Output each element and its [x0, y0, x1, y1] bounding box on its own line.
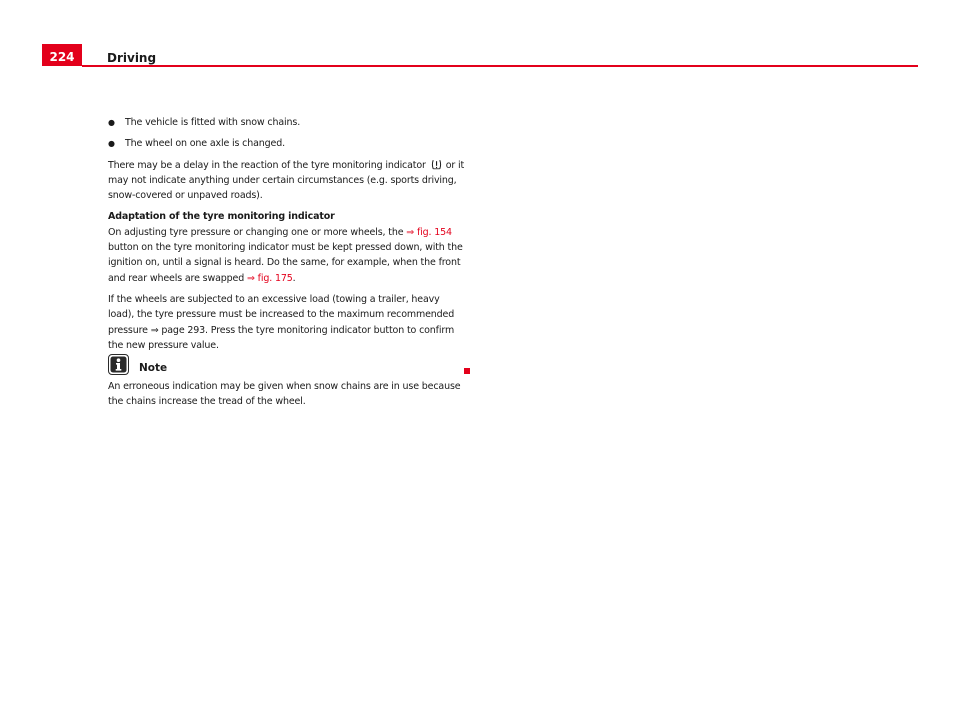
main-content	[108, 115, 468, 359]
page-number: 224	[42, 44, 82, 66]
bullet-icon: ●	[108, 118, 115, 127]
list-item	[108, 115, 468, 130]
bullet-text: The wheel on one axle is changed.	[125, 138, 285, 150]
section-title: Driving	[107, 51, 157, 65]
bullet-text: The vehicle is fitted with snow chains.	[125, 117, 301, 128]
note-text: An erroneous indication may be given when snow chains are in use because the chains increase the tread of the wheel.	[108, 381, 461, 408]
note-header	[108, 352, 468, 376]
delay-paragraph	[108, 158, 468, 204]
bullet-icon: ●	[108, 139, 115, 149]
adaptation-text-2: button on the tyre monitoring indicator must be kept pressed down, with the ignition on, until a signal is heard. Do the same, for example, when the front and rear wheels are swapped	[108, 242, 463, 284]
section-end-marker	[464, 368, 470, 374]
list-item	[108, 136, 468, 151]
info-icon	[108, 354, 129, 375]
note-box	[108, 352, 468, 410]
figure-link-154[interactable]: ⇒ fig. 154	[406, 226, 452, 238]
header-divider	[82, 65, 918, 67]
tyre-pressure-warning-icon	[431, 159, 442, 170]
delay-text-start: There may be a delay in the reaction of the tyre monitoring indicator	[108, 159, 426, 171]
note-label: Note	[139, 362, 168, 374]
adaptation-heading: Adaptation of the tyre monitoring indicator	[108, 211, 335, 223]
load-paragraph: If the wheels are subjected to an excessive load (towing a trailer, heavy load), the tyre pressure must be increased to the maximum recommended pressure ⇒ page 293. Press the tyre monitoring indicator button to confirm the new pressure value.	[108, 293, 455, 351]
adaptation-text-1: On adjusting tyre pressure or changing one or more wheels, the	[108, 226, 404, 238]
delay-text-end: or it may not indicate anything under certain circumstances (e.g. sports driving, snow-covered or unpaved roads).	[108, 159, 465, 202]
adaptation-text-3: .	[292, 272, 296, 284]
figure-link-175[interactable]: ⇒ fig. 175	[246, 272, 293, 284]
adaptation-paragraph	[108, 225, 468, 286]
